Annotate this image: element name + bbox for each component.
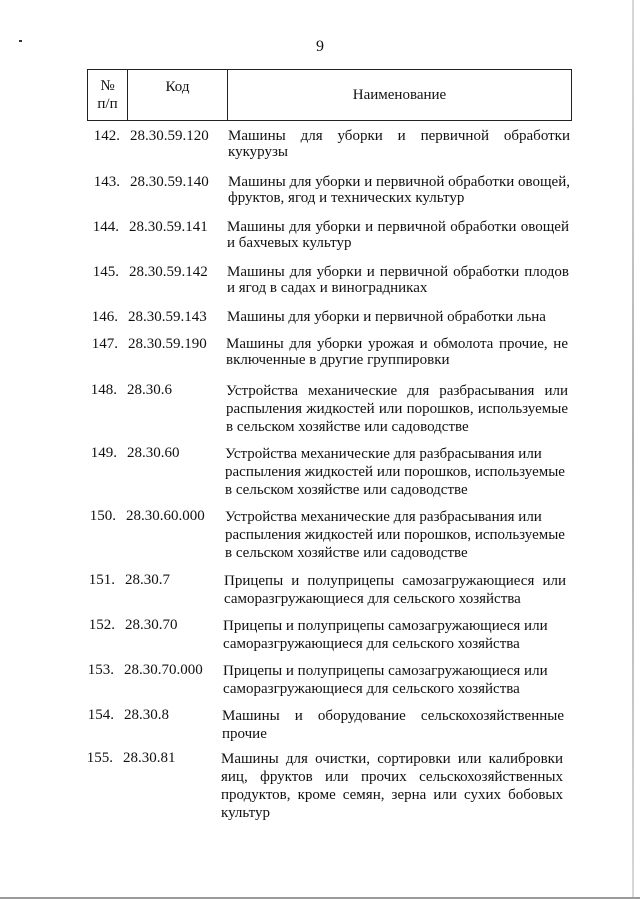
- row-code: 28.30.60.000: [126, 508, 205, 524]
- row-name: Прицепы и полуприцепы самозагружающиеся или саморазгружающиеся для сельского хозяйства: [224, 573, 566, 607]
- header-number-cell: [88, 70, 128, 120]
- row-number: 150.: [89, 508, 116, 524]
- row-name: Машины для уборки и первичной обработки кукурузы: [228, 128, 570, 160]
- row-name: Машины для уборки и первичной обработки плодов и ягод в садах и виноградниках: [227, 264, 569, 296]
- header-number-symbol: №: [100, 78, 115, 94]
- row-number: 154.: [87, 707, 114, 723]
- row-code: 28.30.81: [123, 750, 176, 766]
- row-number: 142.: [93, 128, 120, 144]
- row-name: Устройства механические для разбрасывания или распыления жидкостей или порошков, используемые в сельском хозяйстве или садоводстве: [225, 509, 565, 561]
- row-number: 148.: [90, 382, 117, 398]
- row-name: Машины для очистки, сортировки или калибровки яиц, фруктов или прочих сельскохозяйственных продуктов, кроме семян, зерна или сухих бобовых культур: [221, 751, 563, 821]
- row-number: 151.: [88, 572, 115, 588]
- row-name: Машины для уборки урожая и обмолота прочие, не включенные в другие группировки: [226, 336, 568, 368]
- row-code: 28.30.59.142: [129, 264, 208, 280]
- table-header: [87, 69, 572, 121]
- row-number: 144.: [92, 219, 119, 235]
- row-code: 28.30.6: [127, 382, 172, 398]
- row-name: Устройства механические для разбрасывания или распыления жидкостей или порошков, используемые в сельском хозяйстве или садоводстве: [225, 446, 565, 498]
- row-number: 149.: [90, 445, 117, 461]
- row-number: 143.: [93, 174, 120, 190]
- row-code: 28.30.8: [124, 707, 169, 723]
- row-code: 28.30.59.140: [130, 174, 209, 190]
- row-number: 145.: [92, 264, 119, 280]
- row-code: 28.30.70: [125, 617, 178, 633]
- row-name: Прицепы и полуприцепы самозагружающиеся или саморазгружающиеся для сельского хозяйства: [223, 663, 548, 697]
- scan-edge-right: [632, 0, 634, 899]
- row-number: 153.: [87, 662, 114, 678]
- row-code: 28.30.70.000: [124, 662, 203, 678]
- row-code: 28.30.7: [125, 572, 170, 588]
- header-code-cell: Код: [128, 70, 228, 120]
- row-code: 28.30.59.190: [128, 336, 207, 352]
- row-number: 152.: [88, 617, 115, 633]
- row-name: Машины для уборки и первичной обработки льна: [227, 309, 546, 325]
- row-code: 28.30.59.143: [128, 309, 207, 325]
- header-number-abbr: п/п: [97, 96, 118, 112]
- row-name: Прицепы и полуприцепы самозагружающиеся или саморазгружающиеся для сельского хозяйства: [223, 618, 548, 652]
- row-name: Машины для уборки и первичной обработки овощей, фруктов, ягод и технических культур: [228, 174, 570, 206]
- row-number: 146.: [91, 309, 118, 325]
- page-number: 9: [316, 38, 324, 55]
- row-name: Машины для уборки и первичной обработки овощей и бахчевых культур: [227, 219, 569, 251]
- row-code: 28.30.60: [127, 445, 180, 461]
- row-code: 28.30.59.120: [130, 128, 209, 144]
- row-code: 28.30.59.141: [129, 219, 208, 235]
- header-name-cell: Наименование: [352, 87, 447, 103]
- row-number: 147.: [91, 336, 118, 352]
- row-name: Машины и оборудование сельскохозяйственные прочие: [222, 708, 564, 742]
- row-number: 155.: [86, 750, 113, 766]
- row-name: Устройства механические для разбрасывания или распыления жидкостей или порошков, используемые в сельском хозяйстве или садоводстве: [226, 383, 568, 435]
